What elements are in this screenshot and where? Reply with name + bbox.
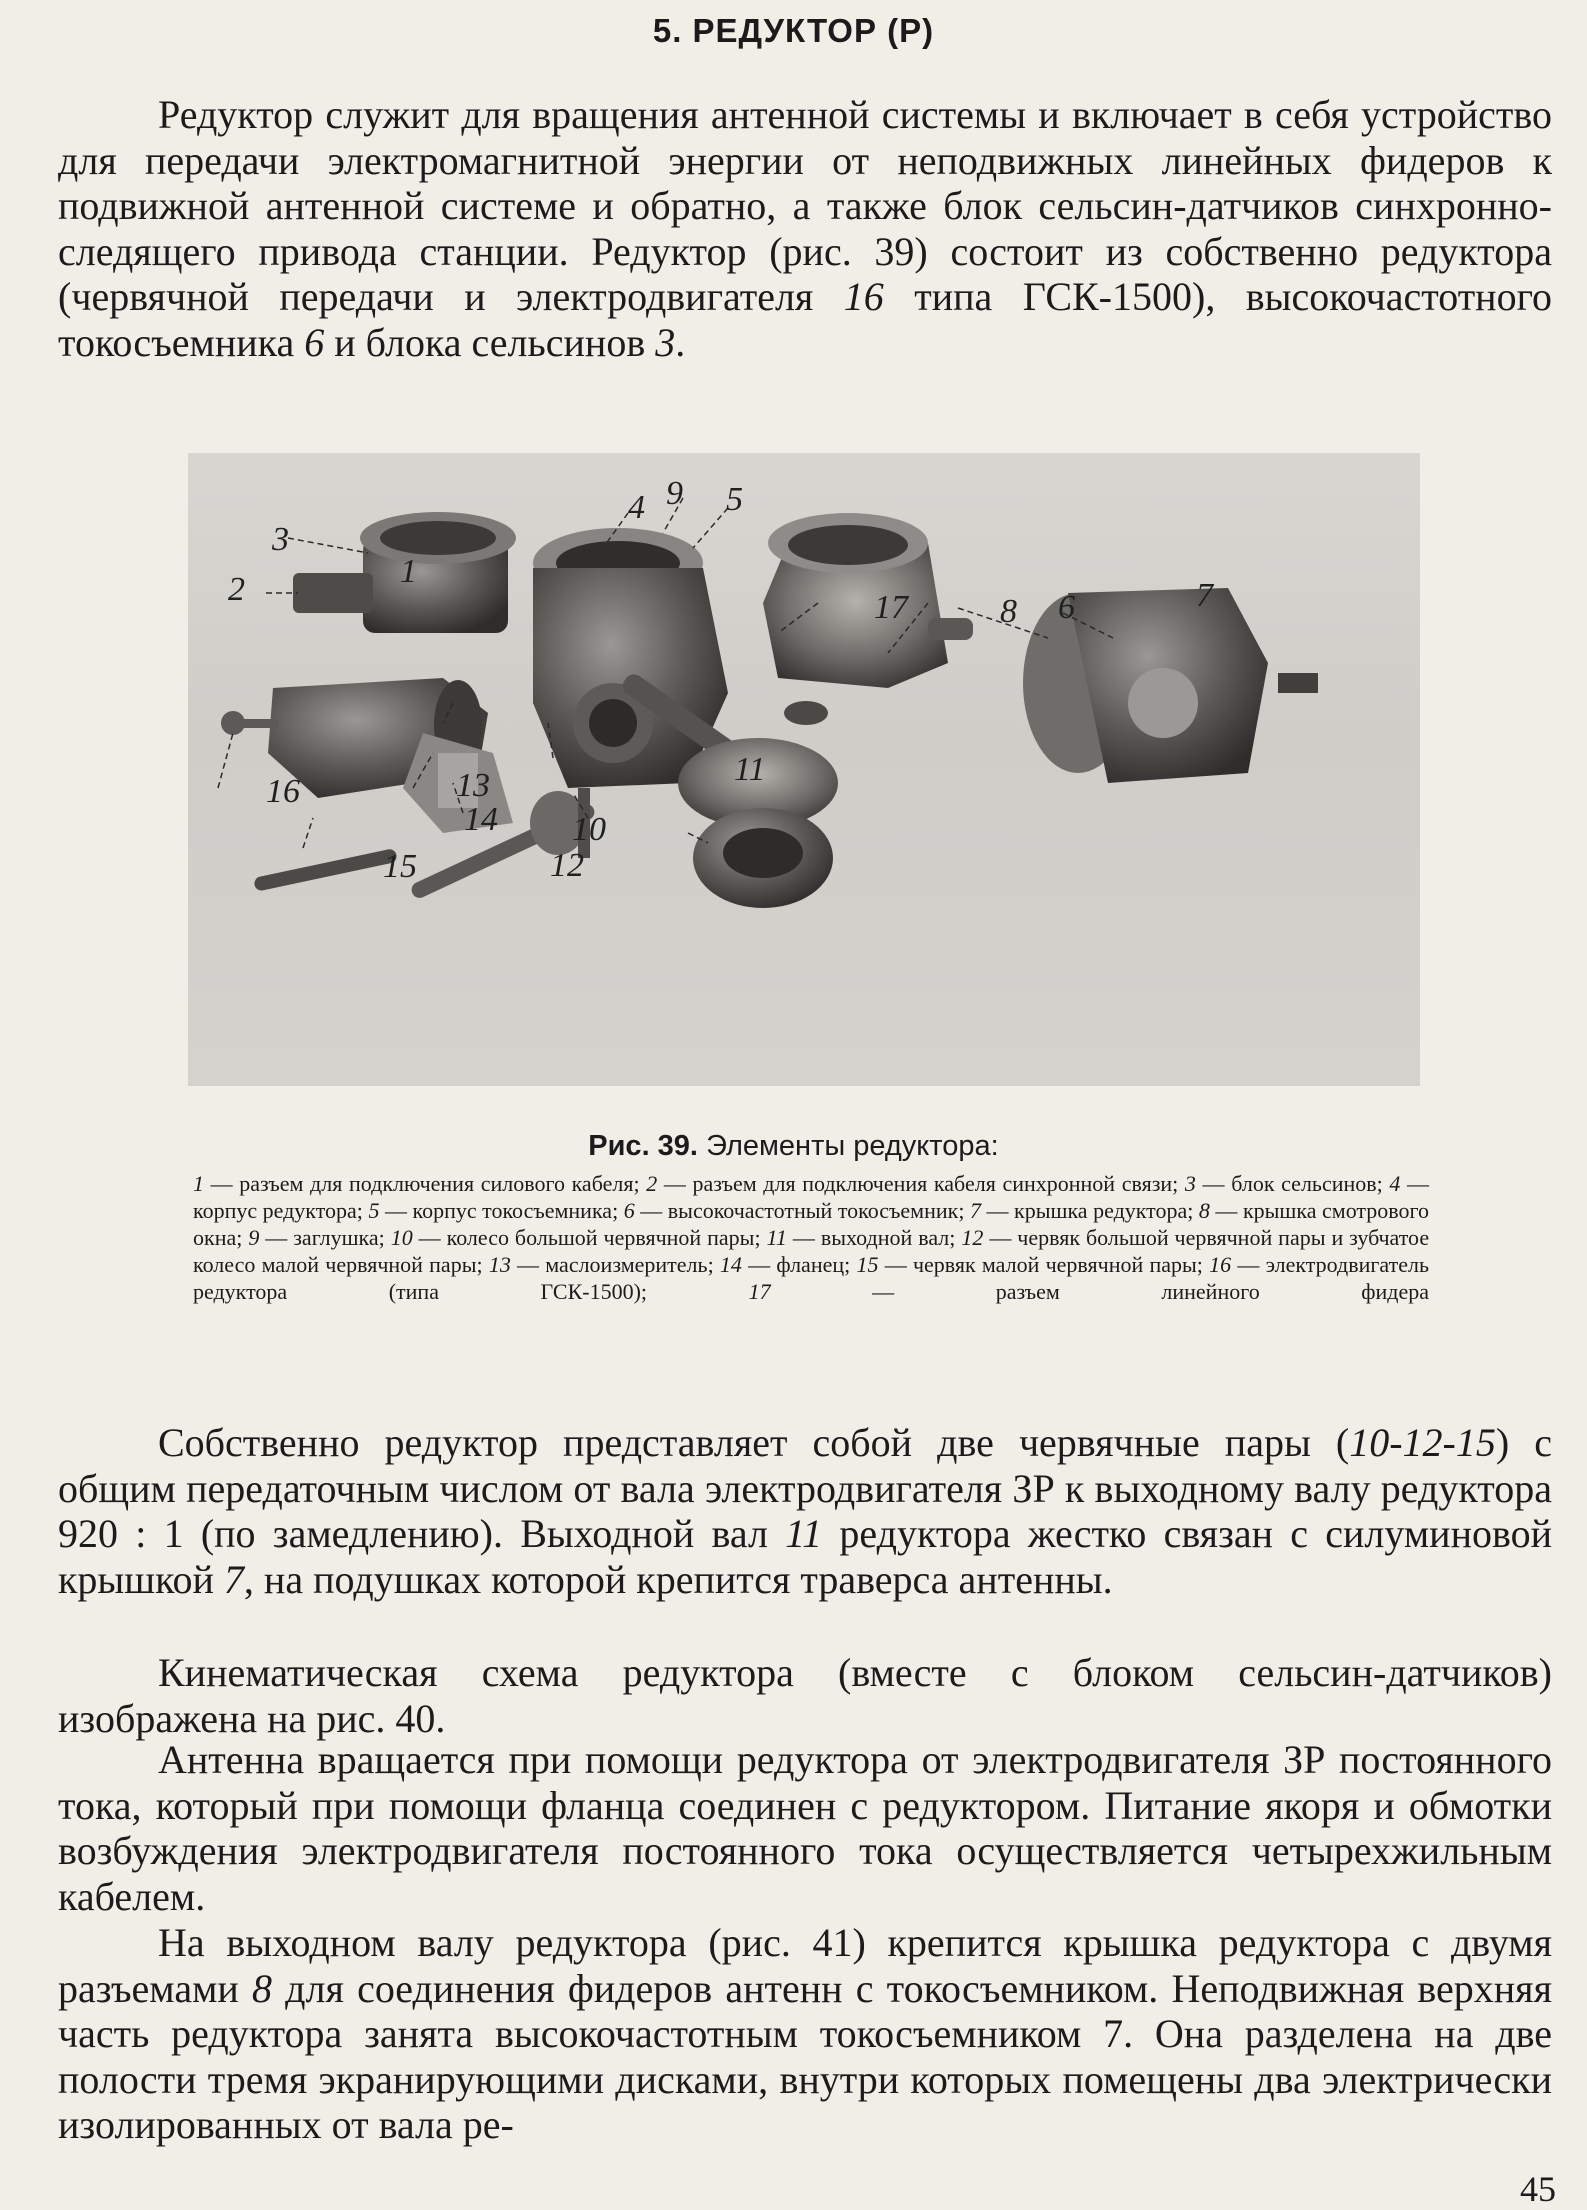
legend-text: фланец;	[776, 1252, 851, 1277]
figure-caption-title	[0, 1130, 1587, 1163]
legend-text: червяк малой червячной пары;	[912, 1252, 1203, 1277]
small-worm-shape	[253, 848, 398, 892]
callout-label: 6	[1058, 589, 1075, 626]
legend-number: 4	[1389, 1171, 1401, 1196]
callout-label: 13	[456, 767, 490, 804]
text-run: .	[675, 319, 686, 365]
figure-photo	[188, 453, 1420, 1086]
legend-text: электродвигатель редуктора (типа ГСК-1500);	[193, 1252, 1430, 1304]
legend-number: 9	[248, 1225, 260, 1250]
ref-number: 10-12-15	[1349, 1420, 1496, 1465]
legend-number: 2	[646, 1171, 658, 1196]
ref-number: 6	[304, 319, 325, 365]
legend-number: 14	[719, 1252, 742, 1277]
callout-label: 11	[734, 751, 766, 788]
callout-label: 14	[464, 801, 498, 838]
reducer-housing-shape	[533, 528, 728, 788]
ref-number: 8	[252, 1965, 272, 2011]
legend-number: 3	[1184, 1171, 1196, 1196]
legend-text: крышка смотрового окна;	[193, 1198, 1430, 1250]
legend-number: 16	[1209, 1252, 1232, 1277]
paragraph-intro	[58, 92, 1552, 365]
callout-label: 10	[572, 811, 606, 848]
text-run: Собственно редуктор представляет собой две червячные пары (	[158, 1420, 1350, 1465]
page-number: 45	[1520, 2169, 1556, 2209]
text-run: , на подушках которой крепится траверса антенны.	[243, 1556, 1113, 1602]
legend-number: 13	[488, 1252, 511, 1277]
legend-number: 5	[368, 1198, 380, 1223]
paragraph-antenna	[58, 1737, 1552, 1919]
text-run: Редуктор служит для вращения антенной системы и включает в себя устройство для передачи электромагнитной энергии от неподвижных линейных фидеров к подвижной антенной системе и обратно, а также блок сельсин-датчиков синхронно-следящего привода станции. Редуктор (рис. 39) состоит из собственно редуктора (червячной передачи и электродвигателя	[58, 92, 1552, 319]
legend-number: 8	[1198, 1198, 1210, 1223]
legend-text: выходной вал;	[820, 1225, 956, 1250]
slip-ring-housing-shape	[763, 513, 973, 688]
ref-number: 16	[843, 274, 884, 319]
text-run: для соединения фидеров антенн с токосъемником. Неподвижная верхняя часть редуктора занята высокочастотным токосъемником	[58, 1965, 1552, 2056]
callout-label: 15	[383, 848, 417, 885]
callout-label: 4	[628, 489, 645, 526]
figure-legend: 1 — разъем для подключения силового кабеля; 2 — разъем для подключения кабеля синхронной связи; 3 — блок сельсинов; 4 — корпус редуктора; 5 — корпус токосъемника; 6 — высокочастотный токосъемник; 7 — крышка редуктора; 8 — крышка смотрового окна; 9 — заглушка; 10 — колесо большой червячной пары; 11 — выходной вал; 12 — червяк большой червячной пары и зубчатое колесо малой червячной пары; 13 — маслоизмеритель; 14 — фланец; 15 — червяк малой червячной пары; 16 — электродвигатель редуктора (типа ГСК-1500); 17 — разъем линейного фидера	[193, 1171, 1430, 1304]
photo-illustration	[188, 453, 1420, 1086]
callout-label: 5	[726, 481, 743, 518]
paragraph-kinematic	[58, 1650, 1552, 1741]
callout-label: 9	[666, 475, 683, 512]
text-run: типа ГСК-1500), высокочастотного токосъемника	[58, 274, 1552, 365]
callout-label: 2	[228, 571, 245, 608]
text-run: Антенна вращается при помощи редуктора от электродвигателя ЗР постоянного тока, который при помощи фланца соединен с редуктором. Питание якоря и обмотки возбуждения электродвигателя постоянного тока осуществляется четырехжильным кабелем.	[58, 1737, 1552, 1919]
legend-number: 17	[748, 1279, 771, 1304]
legend-number: 10	[390, 1225, 413, 1250]
ref-number: 7	[1103, 2011, 1124, 2056]
text-run: Кинематическая схема редуктора (вместе с блоком сельсин-датчиков) изображена на рис. 40.	[58, 1650, 1552, 1741]
legend-text: корпус токосъемника;	[412, 1198, 619, 1223]
legend-number: 11	[766, 1225, 787, 1250]
legend-text: заглушка;	[293, 1225, 385, 1250]
paragraph-reducer	[58, 1420, 1552, 1602]
section-heading: 5. РЕДУКТОР (Р)	[652, 12, 935, 49]
legend-text: колесо большой червячной пары;	[446, 1225, 761, 1250]
callout-label: 17	[874, 589, 908, 626]
callout-label: 8	[1000, 593, 1017, 630]
legend-text: корпус редуктора;	[193, 1198, 363, 1223]
legend-text: разъем для подключения силового кабеля;	[239, 1171, 640, 1196]
callout-label: 16	[266, 773, 300, 810]
text-run: ) с общим передаточным числом от вала электродвигателя ЗР к выходному валу редуктора 920 : 1 (по замедлению). Выходной вал	[58, 1420, 1552, 1556]
callout-label: 7	[1196, 577, 1213, 614]
text-run: . Она разделена на две полости тремя экранирующими дисками, внутри которых помещены два электрически изолированных от вала ре-	[58, 2011, 1552, 2147]
ref-number: 7	[223, 1556, 244, 1602]
ref-number: 3	[655, 319, 676, 365]
legend-text: блок сельсинов;	[1231, 1171, 1383, 1196]
legend-text: червяк большой червячной пары и зубчатое колесо малой червячной пары;	[193, 1225, 1430, 1277]
legend-text: маслоизмеритель;	[545, 1252, 714, 1277]
legend-number: 12	[961, 1225, 984, 1250]
legend-number: 1	[193, 1171, 204, 1196]
legend-text: высокочастотный токосъемник;	[667, 1198, 965, 1223]
legend-number: 6	[623, 1198, 635, 1223]
legend-text: разъем линейного фидера	[995, 1279, 1429, 1304]
callout-label: 12	[550, 847, 584, 884]
legend-text: крышка редуктора;	[1014, 1198, 1194, 1223]
text-run: редуктора жестко связан с силуминовой крышкой	[58, 1511, 1553, 1602]
paragraph-output-shaft	[58, 1920, 1552, 2148]
wheel-shaft-shape	[619, 670, 838, 908]
legend-number: 15	[856, 1252, 879, 1277]
figure-number: Рис. 39.	[588, 1130, 698, 1162]
legend-text: разъем для подключения кабеля синхронной связи;	[692, 1171, 1179, 1196]
callout-label: 1	[400, 553, 417, 590]
text-run: На выходном валу редуктора (рис. 41) крепится крышка редуктора с двумя разъемами	[58, 1920, 1552, 2011]
text-run: и блока сельсинов	[324, 319, 656, 365]
ref-number: 11	[785, 1511, 823, 1556]
legend-number: 7	[969, 1198, 981, 1223]
figure-title: Элементы редуктора:	[706, 1130, 999, 1162]
callout-label: 3	[272, 521, 289, 558]
